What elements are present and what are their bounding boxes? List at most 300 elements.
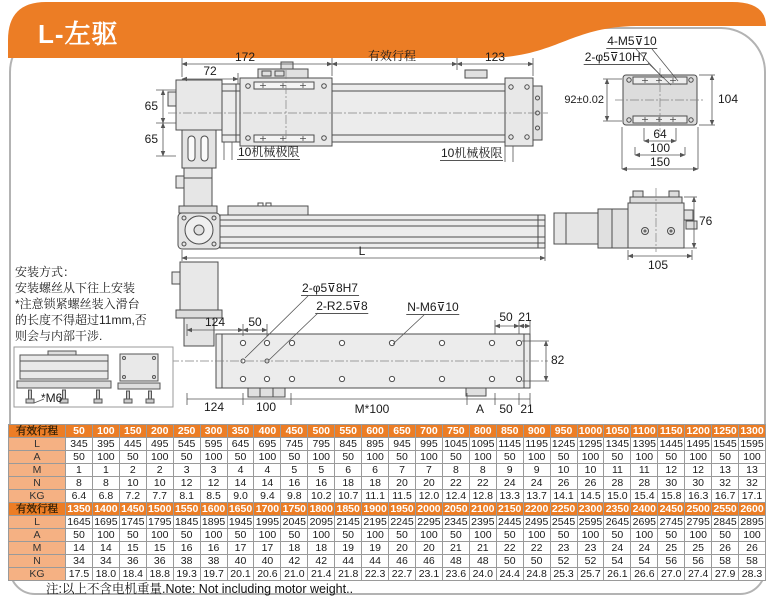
install-line: 的长度不得超过11mm,否: [15, 313, 147, 327]
cell-value: 38: [173, 555, 200, 568]
cell-value: 25: [658, 542, 685, 555]
stroke-value: 1000: [578, 425, 603, 437]
row-label-A: A: [9, 451, 66, 464]
cell-value: 24: [631, 542, 658, 555]
install-line: 则会与内部干涉.: [15, 329, 103, 343]
cell-value: 50: [604, 529, 631, 542]
cell-value: 14: [92, 542, 119, 555]
cell-value: 1145: [496, 438, 523, 451]
cell-value: 545: [173, 438, 200, 451]
cell-value: 44: [362, 555, 389, 568]
end-view: [554, 188, 697, 252]
cell-value: 11.5: [389, 490, 416, 503]
cell-value: 50: [173, 529, 200, 542]
dim-104: 104: [718, 92, 739, 106]
cell-value: 17.5: [66, 568, 93, 581]
stroke-value: 300: [200, 425, 227, 438]
cell-value: 2295: [417, 516, 441, 528]
stroke-value: 1650: [228, 503, 253, 515]
stroke-value: 850: [496, 425, 523, 438]
stroke-value: 400: [254, 425, 281, 438]
cell-value: 10: [119, 477, 146, 490]
install-line: 安装方式：: [15, 265, 76, 279]
dim-50-top-right: 50: [499, 310, 513, 324]
stroke-dim-label: 有效行程: [367, 49, 417, 63]
row-label-N: N: [9, 555, 66, 568]
cell-value: 100: [577, 529, 604, 542]
cell-value: 30: [685, 477, 712, 490]
stroke-value: 2250: [551, 503, 576, 515]
stroke-value: 900: [523, 425, 550, 438]
cell-value: 9.4: [254, 490, 281, 503]
cell-value: 28: [631, 477, 658, 490]
dim-64: 64: [653, 127, 667, 141]
cell-value: 1645: [67, 516, 91, 528]
ann-2r25: 2-R2.5⊽8: [316, 299, 368, 313]
cell-value: 10: [577, 464, 604, 477]
cell-value: 27.9: [712, 568, 739, 581]
cell-value: 18.0: [92, 568, 119, 581]
stroke-value: 1350: [67, 503, 91, 515]
stroke-header-label: 有效行程: [9, 425, 66, 438]
cell-value: 495: [146, 438, 173, 451]
cell-value: 6.8: [92, 490, 119, 503]
cell-value: 1045: [444, 438, 468, 450]
cell-value: 100: [739, 529, 766, 542]
cell-value: 50: [281, 529, 308, 542]
cell-value: 2595: [578, 516, 603, 528]
cell-value: 100: [469, 529, 496, 542]
cell-value: 26: [577, 477, 604, 490]
dim-50-top: 50: [248, 315, 262, 329]
cell-value: 27.4: [685, 568, 712, 581]
cell-value: 32: [739, 477, 766, 490]
cell-value: 50: [550, 451, 577, 464]
cell-value: 26: [739, 542, 766, 555]
cell-value: 36: [119, 555, 146, 568]
cell-value: 1345: [605, 438, 630, 450]
cell-value: 9.0: [227, 490, 254, 503]
stroke-value: 700: [415, 425, 442, 438]
cell-value: 100: [631, 529, 658, 542]
dim-105: 105: [647, 258, 669, 272]
cell-value: 25.3: [550, 568, 577, 581]
stroke-value: 150: [119, 425, 146, 438]
cell-value: 100: [254, 451, 281, 464]
cell-value: 100: [362, 451, 389, 464]
dim-65-upper: 65: [144, 99, 158, 113]
cell-value: 1895: [201, 516, 226, 528]
cell-value: 2195: [363, 516, 387, 528]
cell-value: 7: [415, 464, 442, 477]
cell-value: 22: [469, 477, 496, 490]
cell-value: 2895: [740, 516, 764, 528]
cell-value: 8: [92, 477, 119, 490]
spec-row-A-0: [9, 451, 766, 464]
cell-value: 4: [254, 464, 281, 477]
spec-row-M-1: [9, 542, 766, 555]
cell-value: 1745: [121, 516, 145, 528]
cell-value: 50: [119, 529, 146, 542]
cell-value: 2345: [444, 516, 468, 528]
cell-value: 26.1: [604, 568, 631, 581]
cell-value: 56: [685, 555, 712, 568]
cell-value: 11: [604, 464, 631, 477]
dim-A: A: [475, 402, 485, 416]
dim-72: 72: [203, 64, 217, 78]
cell-value: 1845: [174, 516, 199, 528]
cell-value: 2045: [282, 516, 307, 528]
cell-value: 44: [335, 555, 362, 568]
cell-value: 12.8: [469, 490, 496, 503]
cell-value: 32: [712, 477, 739, 490]
cell-value: 995: [415, 438, 442, 451]
cell-value: 1: [92, 464, 119, 477]
cell-value: 20: [389, 477, 416, 490]
cell-value: 14.5: [577, 490, 604, 503]
cell-value: 100: [469, 451, 496, 464]
cell-value: 18: [308, 542, 335, 555]
row-label-A: A: [9, 529, 66, 542]
cell-value: 6.4: [66, 490, 93, 503]
dim-124-bottom: 124: [203, 400, 225, 414]
motor-top-view: [176, 80, 222, 130]
cell-value: 50: [335, 529, 362, 542]
cell-value: 12.4: [442, 490, 469, 503]
cell-value: 2: [119, 464, 146, 477]
dim-150: 150: [649, 155, 671, 169]
cell-value: 100: [523, 529, 550, 542]
cell-value: 50: [658, 529, 685, 542]
row-label-L: L: [9, 516, 66, 529]
stroke-value: 1550: [174, 503, 199, 515]
install-detail-box: [14, 347, 173, 407]
stroke-value: 1450: [121, 503, 145, 515]
dim-21-top-right: 21: [518, 310, 532, 324]
spec-row-N-0: [9, 477, 766, 490]
cell-value: 24.4: [496, 568, 523, 581]
cell-value: 17: [254, 542, 281, 555]
cell-value: 23: [550, 542, 577, 555]
cell-value: 17.1: [739, 490, 766, 503]
stroke-value: 1250: [713, 425, 737, 437]
cell-value: 1: [66, 464, 93, 477]
cell-value: 21.0: [281, 568, 308, 581]
stroke-value: 50: [66, 425, 93, 438]
cell-value: 100: [685, 529, 712, 542]
cell-value: 100: [200, 451, 227, 464]
cell-value: 645: [227, 438, 254, 451]
cell-value: 15.8: [658, 490, 685, 503]
cell-value: 40: [254, 555, 281, 568]
mech-limit-right-label: 10机械极限: [441, 146, 503, 160]
cell-value: 8: [66, 477, 93, 490]
cell-value: 100: [362, 529, 389, 542]
spec-row-N-1: [9, 555, 766, 568]
stroke-header-label: 有效行程: [9, 503, 66, 516]
cell-value: 100: [685, 451, 712, 464]
cell-value: 24: [604, 542, 631, 555]
cell-value: 6: [362, 464, 389, 477]
cell-value: 1395: [632, 438, 656, 450]
cell-value: 12: [200, 477, 227, 490]
motor-end-view: [554, 213, 598, 244]
stroke-value: 1150: [658, 425, 685, 438]
cell-value: 8: [442, 464, 469, 477]
cell-value: 20: [415, 477, 442, 490]
cell-value: 19.3: [173, 568, 200, 581]
spec-row-M-0: [9, 464, 766, 477]
cell-value: 9: [523, 464, 550, 477]
cell-value: 9: [496, 464, 523, 477]
cell-value: 58: [712, 555, 739, 568]
cell-value: 52: [577, 555, 604, 568]
cell-value: 100: [415, 529, 442, 542]
cell-value: 42: [281, 555, 308, 568]
stroke-value: 1300: [740, 425, 764, 437]
ann-nm6: N-M6⊽10: [407, 300, 459, 314]
cell-value: 2495: [524, 516, 549, 528]
cell-value: 9.8: [281, 490, 308, 503]
cell-value: 2245: [390, 516, 414, 528]
cell-value: 345: [66, 438, 93, 451]
cell-value: 1295: [578, 438, 603, 450]
cell-value: 7: [389, 464, 416, 477]
cell-value: 54: [631, 555, 658, 568]
stroke-value: 2400: [632, 503, 656, 515]
cell-value: 22.7: [389, 568, 416, 581]
cell-value: 50: [496, 555, 523, 568]
stroke-value: 600: [362, 425, 389, 438]
cell-value: 1795: [148, 516, 172, 528]
cell-value: 845: [335, 438, 362, 451]
cell-value: 8.5: [200, 490, 227, 503]
cell-value: 100: [308, 451, 335, 464]
cell-value: 15.4: [631, 490, 658, 503]
dim-100-plate: 100: [649, 141, 671, 155]
dim-82: 82: [551, 353, 565, 367]
dim-m100: M*100: [354, 402, 390, 416]
stroke-value: 1750: [282, 503, 307, 515]
cell-value: 1445: [659, 438, 683, 450]
cell-value: 100: [254, 529, 281, 542]
dim-L: L: [358, 244, 366, 258]
page-title: L-左驱: [38, 19, 119, 49]
stroke-value: 2100: [471, 503, 495, 515]
stroke-value: 1950: [390, 503, 414, 515]
spec-table-body: [9, 425, 766, 581]
cell-value: 3: [200, 464, 227, 477]
dim-92: 92±0.02: [564, 94, 604, 106]
side-view: [176, 168, 545, 249]
cell-value: 18: [281, 542, 308, 555]
cell-value: 10: [146, 477, 173, 490]
dim-65-lower: 65: [144, 132, 158, 146]
cell-value: 36: [146, 555, 173, 568]
cell-value: 595: [200, 438, 227, 451]
cell-value: 50: [496, 451, 523, 464]
cell-value: 48: [442, 555, 469, 568]
motor-side-view: [184, 168, 212, 206]
cell-value: 15.0: [604, 490, 631, 503]
stroke-value: 1600: [201, 503, 226, 515]
cell-value: 50: [550, 529, 577, 542]
cell-value: 50: [523, 555, 550, 568]
install-line: 安装螺丝从下往上安装: [15, 281, 136, 295]
stroke-value: 1850: [336, 503, 360, 515]
cell-value: 26: [712, 542, 739, 555]
cell-value: 16: [281, 477, 308, 490]
stroke-value: 2600: [740, 503, 764, 515]
row-label-M: M: [9, 542, 66, 555]
stroke-value: 1700: [255, 503, 280, 515]
cell-value: 52: [550, 555, 577, 568]
cell-value: 15: [146, 542, 173, 555]
stroke-value: 500: [308, 425, 335, 438]
stroke-value: 950: [550, 425, 577, 438]
cell-value: 445: [119, 438, 146, 451]
cell-value: 22: [442, 477, 469, 490]
cell-value: 795: [308, 438, 335, 451]
stroke-value: 2150: [498, 503, 522, 515]
cell-value: 100: [523, 451, 550, 464]
cell-value: 100: [92, 529, 119, 542]
cell-value: 11: [631, 464, 658, 477]
dim-124-top: 124: [204, 315, 226, 329]
stroke-value: 1400: [94, 503, 118, 515]
m6-label: *M6: [41, 391, 63, 405]
cell-value: 10: [550, 464, 577, 477]
cell-value: 100: [308, 529, 335, 542]
row-label-M: M: [9, 464, 66, 477]
cell-value: 1495: [686, 438, 710, 450]
stroke-value: 450: [281, 425, 308, 438]
cell-value: 14: [66, 542, 93, 555]
cell-value: 50: [66, 529, 93, 542]
stroke-value: 750: [442, 425, 469, 438]
cell-value: 7.7: [146, 490, 173, 503]
cell-value: 27.0: [658, 568, 685, 581]
cell-value: 100: [631, 451, 658, 464]
cell-value: 21: [469, 542, 496, 555]
cell-value: 50: [173, 451, 200, 464]
dim-123: 123: [484, 50, 506, 64]
ann-4m5: 4-M5⊽10: [607, 34, 657, 48]
stroke-value: 800: [469, 425, 496, 438]
cell-value: 20.6: [254, 568, 281, 581]
cell-value: 2545: [551, 516, 576, 528]
mech-limit-left-label: 10机械极限: [238, 145, 300, 159]
stroke-value: 1800: [309, 503, 333, 515]
cell-value: 2695: [632, 516, 656, 528]
table-note: 注:以上不含电机重量.Note: Not including motor weight..: [46, 582, 354, 596]
cell-value: 695: [254, 438, 281, 451]
row-label-N: N: [9, 477, 66, 490]
stroke-value: 250: [173, 425, 200, 438]
cell-value: 100: [739, 451, 766, 464]
cell-value: 22: [523, 542, 550, 555]
cell-value: 23.1: [415, 568, 442, 581]
cell-value: 100: [577, 451, 604, 464]
stroke-value: 2450: [659, 503, 683, 515]
cell-value: 56: [658, 555, 685, 568]
cell-value: 4: [227, 464, 254, 477]
cell-value: 2395: [471, 516, 495, 528]
stroke-value: 650: [389, 425, 416, 438]
stroke-value: 2300: [578, 503, 603, 515]
cell-value: 50: [442, 451, 469, 464]
cell-value: 50: [66, 451, 93, 464]
stroke-header-row-1: [9, 503, 766, 516]
cell-value: 50: [658, 451, 685, 464]
cell-value: 13: [739, 464, 766, 477]
cell-value: 50: [496, 529, 523, 542]
cell-value: 50: [119, 451, 146, 464]
stroke-value: 100: [92, 425, 119, 438]
cell-value: 26: [550, 477, 577, 490]
cell-value: 1695: [94, 516, 118, 528]
cell-value: 1595: [740, 438, 764, 450]
cell-value: 2445: [498, 516, 522, 528]
cell-value: 26.6: [631, 568, 658, 581]
cell-value: 50: [712, 529, 739, 542]
install-line: *注意锁紧螺丝装入滑台: [15, 297, 140, 311]
cell-value: 34: [66, 555, 93, 568]
cell-value: 21.4: [308, 568, 335, 581]
cell-value: 18.4: [119, 568, 146, 581]
stroke-value: 1900: [363, 503, 387, 515]
cell-value: 19: [362, 542, 389, 555]
stroke-value: 1200: [686, 425, 710, 437]
cell-value: 50: [389, 451, 416, 464]
cell-value: 16: [308, 477, 335, 490]
cell-value: 10.2: [308, 490, 335, 503]
cell-value: 50: [604, 451, 631, 464]
spec-table: [8, 424, 766, 581]
cell-value: 19.7: [200, 568, 227, 581]
spec-row-L-1: [9, 516, 766, 529]
cell-value: 16: [173, 542, 200, 555]
bottom-view: [170, 262, 548, 397]
cell-value: 40: [227, 555, 254, 568]
cell-value: 895: [362, 438, 389, 451]
cell-value: 48: [469, 555, 496, 568]
cell-value: 22.3: [362, 568, 389, 581]
row-label-L: L: [9, 438, 66, 451]
cell-value: 46: [415, 555, 442, 568]
cell-value: 8: [469, 464, 496, 477]
stroke-value: 550: [335, 425, 362, 438]
ann-2phi5-10h7: 2-φ5⊽10H7: [584, 50, 648, 64]
cell-value: 50: [389, 529, 416, 542]
spec-row-L-0: [9, 438, 766, 451]
cell-value: 50: [442, 529, 469, 542]
row-label-KG: KG: [9, 490, 66, 503]
cell-value: 2645: [605, 516, 630, 528]
cell-value: 10.7: [335, 490, 362, 503]
stroke-value: 2000: [417, 503, 441, 515]
cell-value: 18: [362, 477, 389, 490]
dim-100-bottom: 100: [255, 400, 277, 414]
cell-value: 21.8: [335, 568, 362, 581]
cell-value: 1245: [551, 438, 576, 450]
dim-172: 172: [234, 50, 256, 64]
cell-value: 12: [685, 464, 712, 477]
cell-value: 24: [523, 477, 550, 490]
stroke-value: 2550: [713, 503, 737, 515]
cell-value: 42: [308, 555, 335, 568]
cell-value: 21: [442, 542, 469, 555]
